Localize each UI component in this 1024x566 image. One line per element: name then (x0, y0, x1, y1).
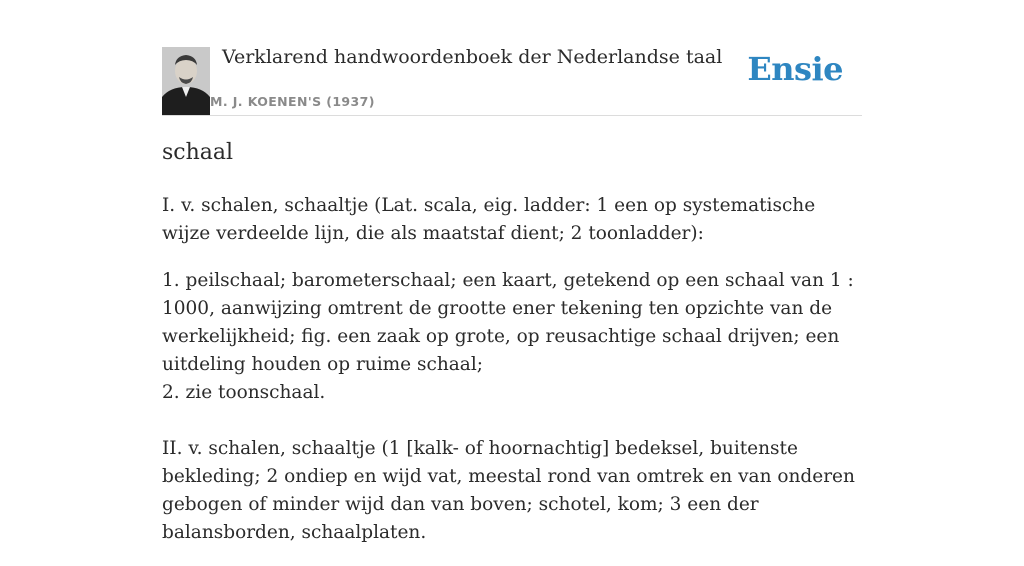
site-header (162, 0, 862, 116)
author-portrait-icon (162, 47, 210, 115)
sense-1-item-1: 1. peilschaal; barometerschaal; een kaart, getekend op een schaal van 1 : 1000, aanwijzing omtrent de grootte ener tekening ten opzichte van de werkelijkheid; fig. een zaak op grote, op reusachtige schaal drijven; een uitdeling houden op ruime schaal; (162, 270, 854, 375)
sense-2-intro: II. v. schalen, schaaltje (1 [kalk- of hoornachtig] bedeksel, buitenste bekleding; 2 ondiep en wijd vat, meestal rond van omtrek en van onderen gebogen of minder wijd dan van boven; schotel, kom; 3 een der balansborden, schaalplaten. (162, 438, 855, 543)
sense-1-item-2: 2. zie toonschaal. (162, 382, 326, 403)
entry-body (162, 192, 862, 566)
sense-1-intro: I. v. schalen, schaaltje (Lat. scala, eig. ladder: 1 een op systematische wijze verdeelde lijn, die als maatstaf dient; 2 toonladder): (162, 195, 816, 244)
dictionary-title: Verklarend handwoordenboek der Nederlandse taal (222, 46, 723, 68)
ensie-logo-link[interactable]: Ensie (747, 50, 843, 88)
section-spacer (162, 407, 862, 435)
page (162, 0, 862, 543)
entry-headword: schaal (162, 140, 234, 165)
dictionary-edition: M. J. KOENEN'S (1937) (210, 94, 375, 109)
sense-1-items (162, 267, 862, 407)
